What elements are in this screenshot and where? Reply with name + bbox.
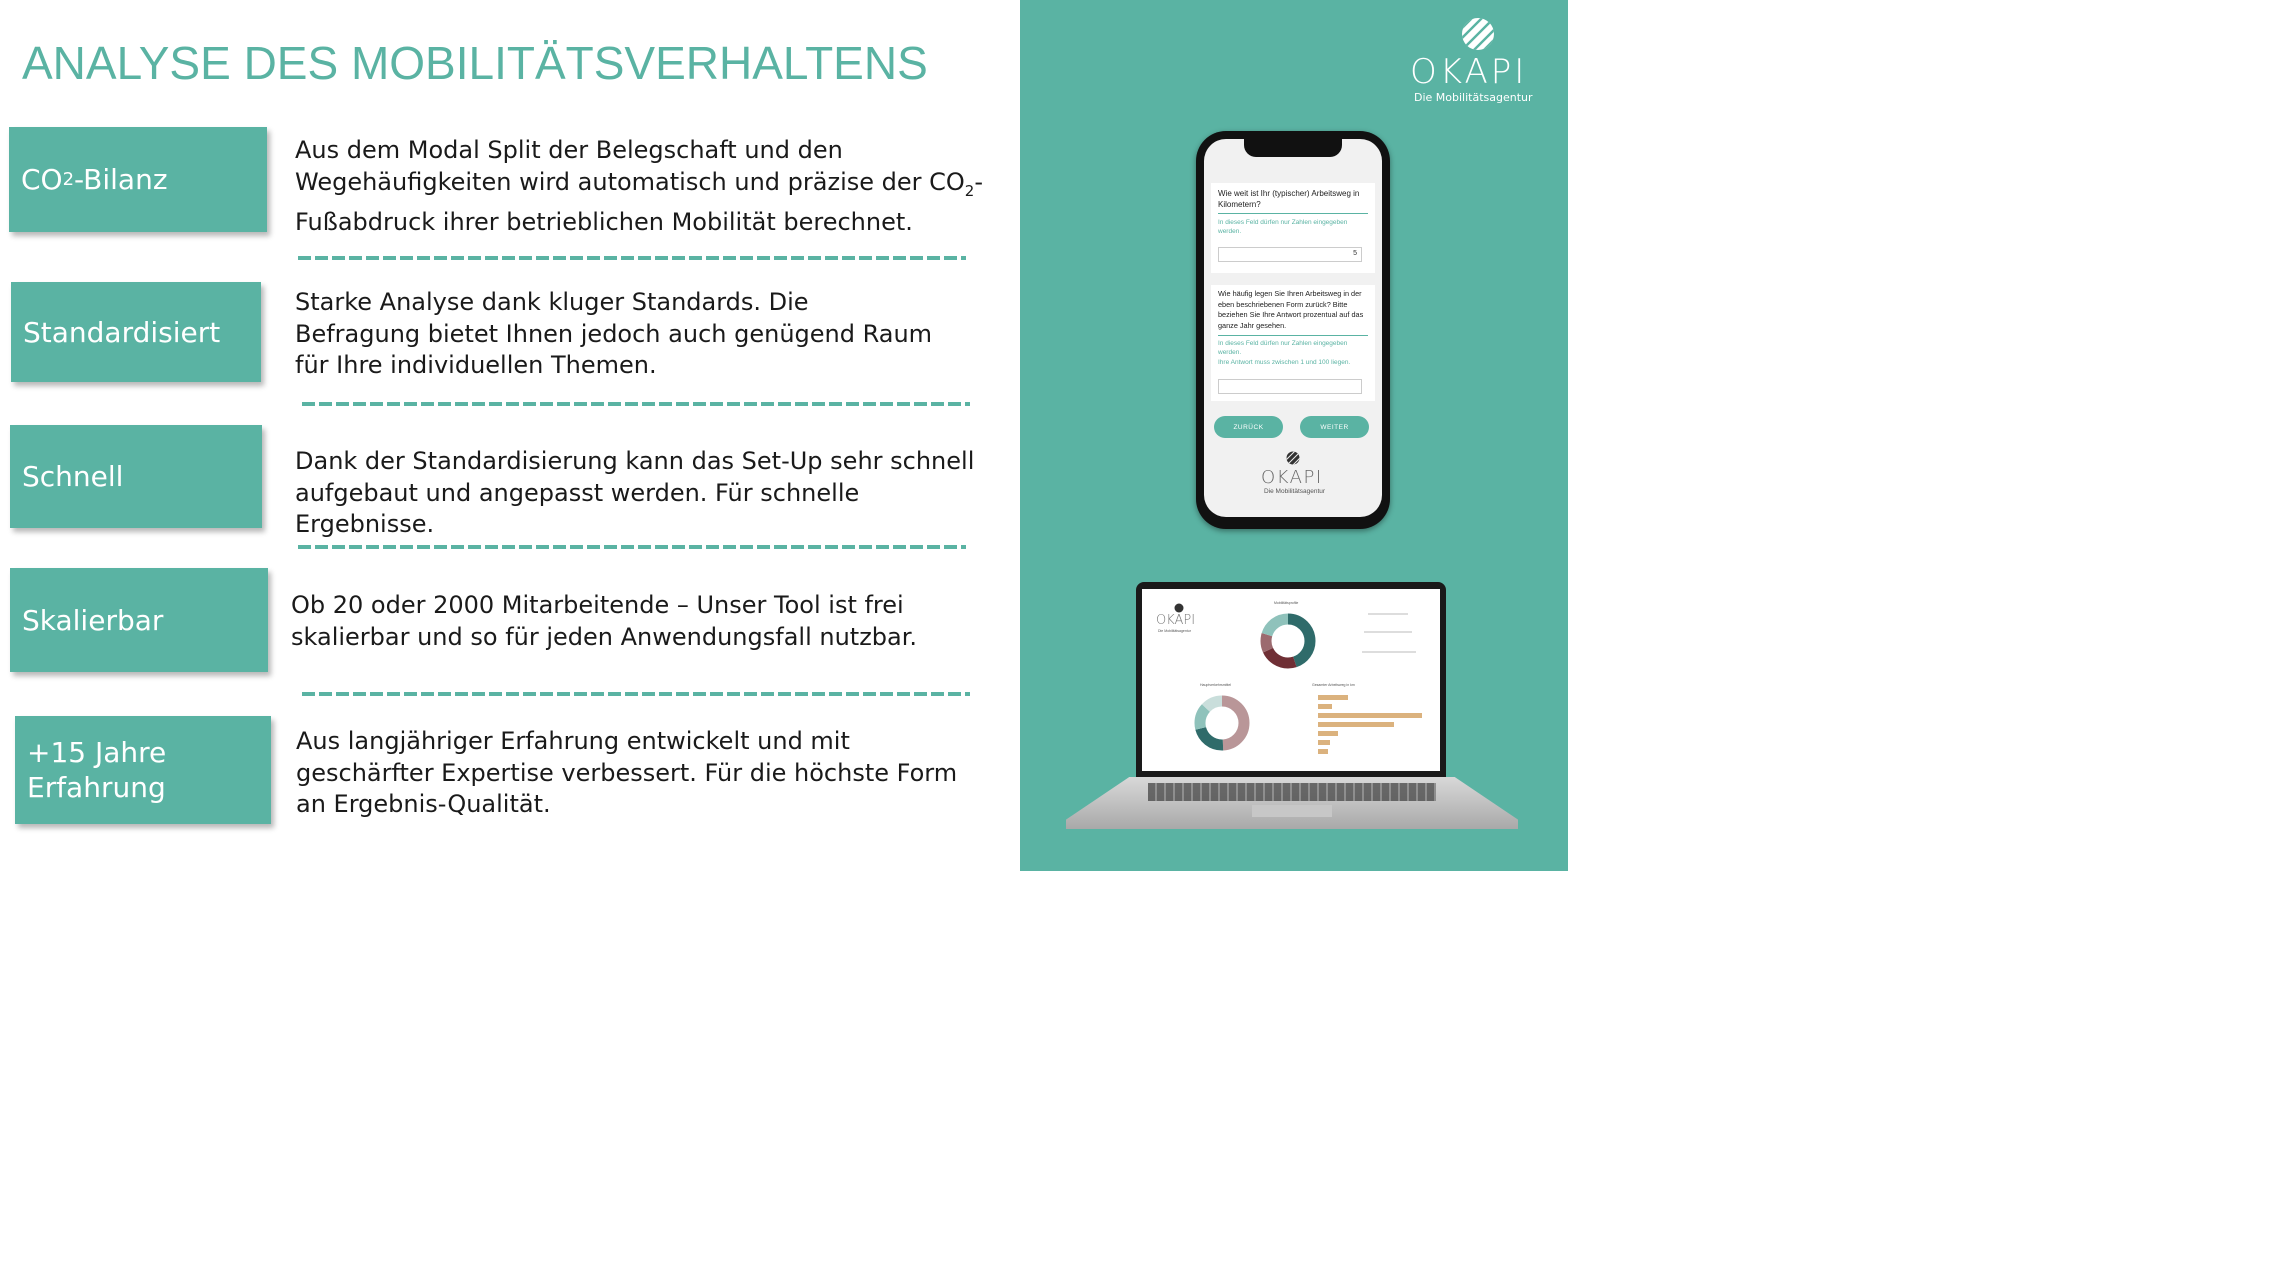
co2-desc-line2 — [295, 167, 995, 207]
distance-bar — [1318, 731, 1338, 736]
phone-question-2-hint-1: In dieses Feld dürfen nur Zahlen eingegeben werden. — [1218, 340, 1348, 356]
divider-4 — [302, 692, 970, 696]
co2-label-main: CO — [21, 163, 63, 196]
phone-question-1-underline — [1218, 213, 1368, 214]
smartphone-mockup — [1196, 131, 1390, 529]
feature-label-standardisiert: Standardisiert — [11, 282, 261, 382]
stat-line — [1362, 651, 1416, 653]
phone-question-1: Wie weit ist Ihr (typischer) Arbeitsweg in Kilometern? — [1218, 189, 1360, 209]
dashboard-logo-tagline: Die Mobilitätsagentur — [1158, 629, 1191, 633]
feature-description-schnell: Dank der Standardisierung kann das Set-Up sehr schnell aufgebaut und angepasst werden. Für schnelle Ergebnisse. — [295, 447, 975, 538]
co2-desc-line1: Aus dem Modal Split der Belegschaft und den — [295, 136, 843, 164]
distance-bar — [1318, 713, 1422, 718]
phone-question-2: Wie häufig legen Sie Ihren Arbeitsweg in der eben beschriebenen Form zurück? Bitte beziehen Sie Ihre Antwort prozentual auf das ganze Jahr gesehen. — [1218, 289, 1364, 330]
phone-logo-tagline: Die Mobilitätsagentur — [1264, 488, 1326, 495]
laptop-base — [1066, 777, 1518, 829]
chart-mobility-donut — [1258, 611, 1318, 671]
phone-distance-input[interactable] — [1218, 247, 1362, 262]
distance-bar — [1318, 722, 1394, 727]
phone-question-2-hint-2: Ihre Antwort muss zwischen 1 und 100 liegen. — [1218, 359, 1351, 366]
co2-label-sub: 2 — [62, 169, 75, 190]
phone-question-card-2 — [1211, 285, 1375, 401]
phone-frequency-input[interactable] — [1218, 379, 1362, 394]
distance-bar — [1318, 695, 1348, 700]
laptop-touchpad — [1252, 805, 1332, 817]
phone-logo-mark-icon — [1286, 451, 1300, 465]
phone-logo-name: OKAPI — [1261, 467, 1323, 488]
feature-label-erfahrung: +15 Jahre Erfahrung — [15, 716, 271, 824]
feature-description-co2 — [295, 135, 995, 238]
feature-description-erfahrung: Aus langjähriger Erfahrung entwickelt und mit geschärfter Expertise verbessert. Für die höchste Form an Ergebnis-Qualität. — [296, 727, 958, 818]
co2-label-rest: -Bilanz — [74, 163, 168, 196]
distance-bar — [1318, 740, 1330, 745]
chart-mobility-stat-lines — [1354, 609, 1424, 669]
stat-line — [1368, 613, 1408, 615]
distance-bar — [1318, 749, 1328, 754]
distance-bar — [1318, 704, 1332, 709]
chart-mobility-title: Mobilitätsprofile — [1274, 601, 1299, 605]
feature-label-skalierbar: Skalierbar — [10, 568, 268, 672]
chart-transport-donut — [1192, 693, 1252, 753]
laptop-mockup — [1136, 582, 1446, 777]
dashboard-logo-name: OKAPI — [1156, 613, 1196, 628]
laptop-screen — [1142, 589, 1440, 771]
feature-label-schnell: Schnell — [10, 425, 262, 528]
chart-transport-title: Hauptverkehrsmittel — [1200, 683, 1232, 687]
phone-screen — [1204, 139, 1382, 517]
phone-question-2-underline — [1218, 335, 1368, 336]
phone-question-card-1 — [1211, 183, 1375, 273]
laptop-keyboard — [1148, 783, 1436, 801]
okapi-logo-mark-icon — [1460, 16, 1496, 52]
chart-distance-title: Gesamter Arbeitsweg in km — [1312, 683, 1355, 687]
co2-desc-line2-end: - — [974, 167, 984, 196]
device-showcase-panel — [1020, 0, 1568, 871]
phone-next-button[interactable]: WEITER — [1300, 416, 1369, 438]
co2-desc-line3: Fußabdruck ihrer betrieblichen Mobilität berechnet. — [295, 207, 913, 236]
phone-notch — [1244, 139, 1342, 157]
feature-description-skalierbar: Ob 20 oder 2000 Mitarbeitende – Unser Tool ist frei skalierbar und so für jeden Anwendungsfall nutzbar. — [291, 591, 918, 651]
stat-line — [1364, 631, 1412, 633]
okapi-logo — [1406, 14, 1554, 106]
phone-distance-value: 5 — [1353, 250, 1357, 257]
page-title: ANALYSE DES MOBILITÄTSVERHALTENS — [22, 37, 928, 89]
divider-2 — [302, 402, 970, 406]
okapi-logo-tagline: Die Mobilitätsagentur — [1414, 91, 1533, 104]
co2-desc-line2-sub: 2 — [964, 181, 975, 200]
phone-question-1-hint: In dieses Feld dürfen nur Zahlen eingegeben werden. — [1218, 219, 1348, 235]
divider-1 — [298, 256, 966, 260]
chart-distance-bars — [1318, 693, 1438, 757]
divider-3 — [298, 545, 966, 549]
feature-description-standardisiert: Starke Analyse dank kluger Standards. Die Befragung bietet Ihnen jedoch auch genügend Raum für Ihre individuellen Themen. — [295, 288, 933, 379]
feature-label-co2 — [9, 127, 267, 232]
phone-back-button[interactable]: ZURÜCK — [1214, 416, 1283, 438]
dashboard-logo-mark-icon — [1174, 603, 1184, 613]
okapi-logo-name: OKAPI — [1410, 52, 1528, 92]
co2-desc-line2-main: Wegehäufigkeiten wird automatisch und präzise der CO — [295, 167, 965, 196]
